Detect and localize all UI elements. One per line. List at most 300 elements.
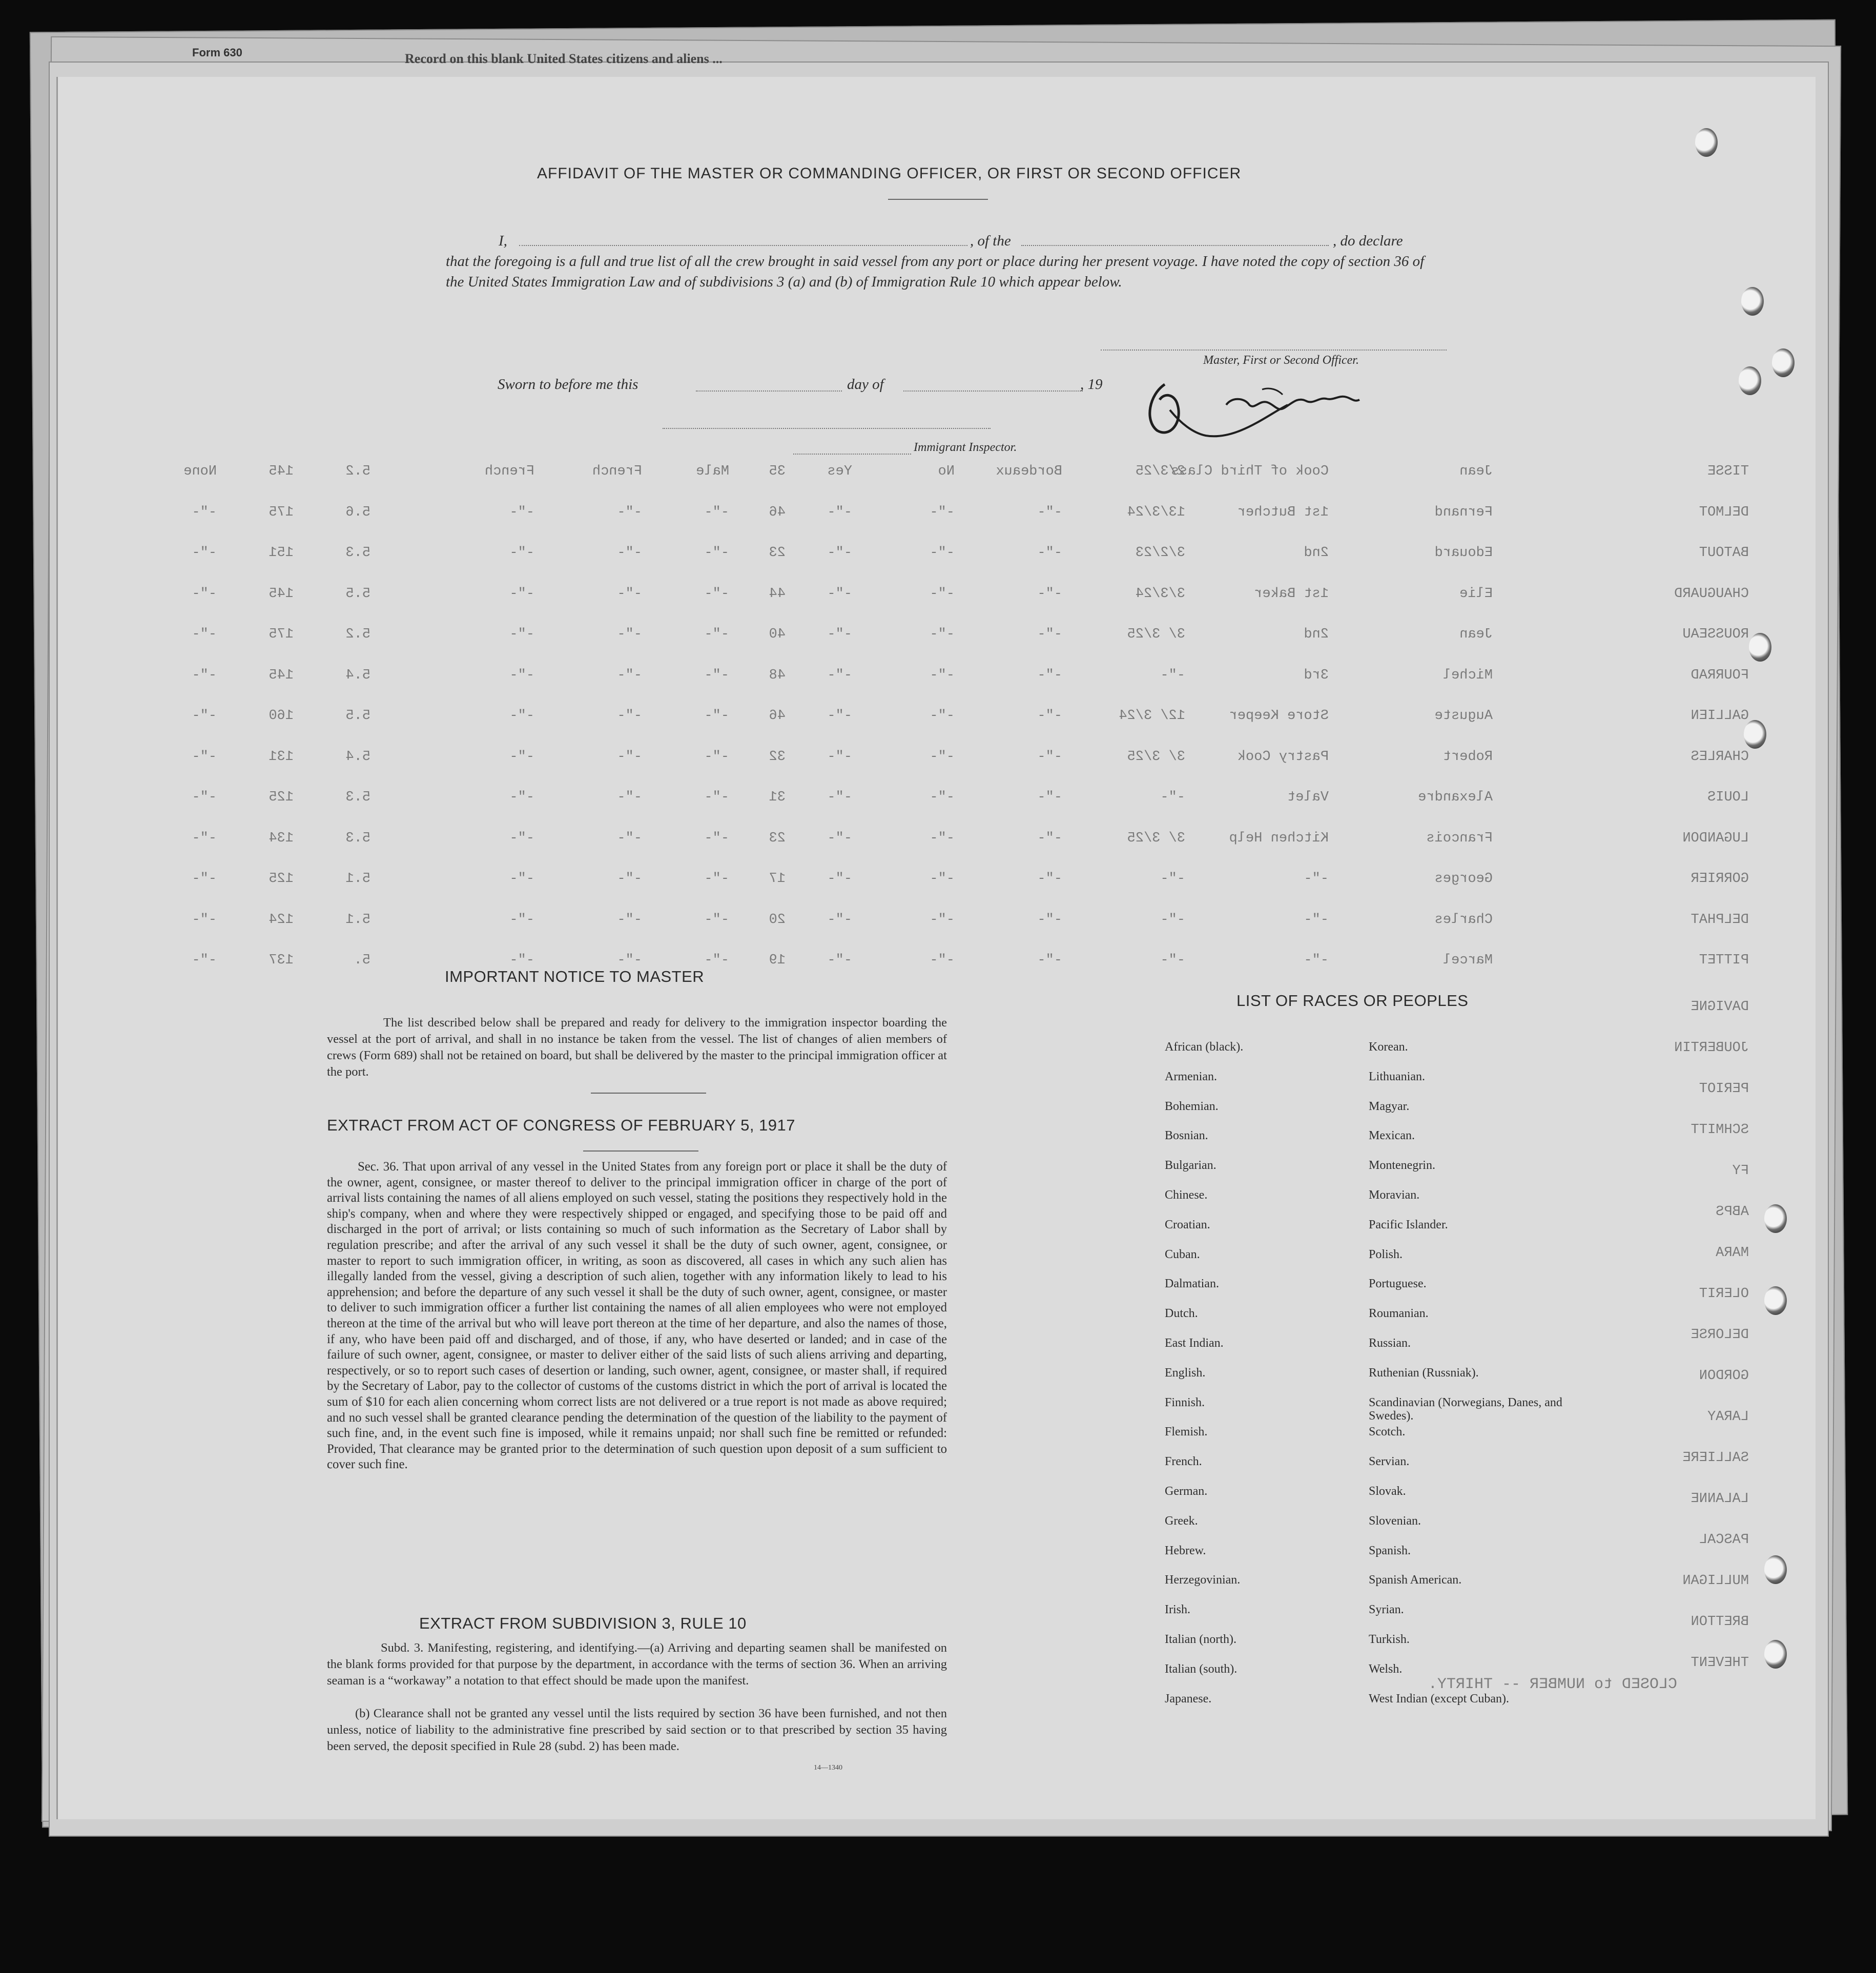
- bleed-through-cell: -"-: [192, 545, 217, 561]
- bleed-through-cell: -"-: [930, 749, 955, 765]
- bleed-through-cell: -"-: [930, 790, 955, 805]
- sworn-day-label: day of: [847, 376, 884, 393]
- bleed-through-cell: -"-: [1160, 912, 1185, 928]
- print-code: 14—1340: [814, 1764, 842, 1772]
- bleed-through-cell: Store Keeper: [1229, 708, 1329, 724]
- bleed-through-row: [58, 953, 1816, 994]
- bleed-through-name: JOUBERTIN: [1674, 1040, 1749, 1056]
- race-item: Croatian.: [1165, 1218, 1210, 1231]
- bleed-through-cell: -"-: [1037, 830, 1062, 846]
- bleed-through-cell: -"-: [827, 749, 852, 765]
- inspector-label: Immigrant Inspector.: [914, 441, 1017, 454]
- bleed-through-cell: -"-: [1160, 790, 1185, 805]
- bleed-through-row: [58, 668, 1816, 709]
- bleed-through-cell: -"-: [192, 830, 217, 846]
- bleed-through-name: THEVENT: [1691, 1655, 1749, 1671]
- bleed-through-cell: -"-: [192, 953, 217, 968]
- notice-title: IMPORTANT NOTICE TO MASTER: [445, 968, 705, 985]
- bleed-through-cell: -"-: [617, 545, 642, 561]
- race-item: Greek.: [1165, 1514, 1198, 1528]
- bleed-through-cell: Yes: [827, 464, 852, 479]
- race-item: Scandinavian (Norwegians, Danes, and Swedes).: [1369, 1395, 1562, 1423]
- bleed-through-cell: -"-: [1037, 504, 1062, 520]
- bleed-through-cell: -"-: [1304, 871, 1329, 887]
- bleed-through-cell: -"-: [192, 627, 217, 642]
- bleed-through-cell: -"-: [704, 953, 729, 968]
- inspector-signature-line: [663, 428, 991, 429]
- bleed-through-cell: CHARLES: [1691, 749, 1749, 765]
- race-item: Irish.: [1165, 1603, 1190, 1617]
- race-item: African (black).: [1165, 1040, 1244, 1054]
- punch-hole: [1772, 348, 1795, 377]
- race-item: Servian.: [1369, 1455, 1410, 1469]
- bleed-through-cell: -"-: [930, 953, 955, 968]
- race-item: Montenegrin.: [1369, 1159, 1435, 1173]
- bleed-through-cell: -"-: [930, 912, 955, 928]
- bleed-through-name: MULLIGAN: [1682, 1573, 1749, 1589]
- section-rule: [583, 1150, 698, 1152]
- bleed-through-cell: Auguste: [1434, 708, 1493, 724]
- bleed-through-row: [58, 586, 1816, 627]
- bleed-through-cell: 134: [269, 830, 294, 846]
- bleed-through-cell: 5.4: [345, 667, 370, 683]
- bleed-through-cell: -"-: [930, 504, 955, 520]
- bleed-through-cell: 131: [269, 749, 294, 765]
- bleed-through-cell: 5.3: [345, 545, 370, 561]
- bleed-through-cell: Michel: [1442, 667, 1493, 683]
- bleed-through-cell: -"-: [509, 627, 534, 642]
- bleed-through-cell: -"-: [827, 830, 852, 846]
- bleed-through-name: DELORSE: [1691, 1327, 1749, 1343]
- bleed-through-cell: -"-: [617, 586, 642, 602]
- race-item: Lithuanian.: [1369, 1070, 1425, 1083]
- bleed-through-cell: Alexandre: [1418, 790, 1493, 805]
- bleed-through-cell: 5.6: [345, 504, 370, 520]
- punch-hole: [1741, 287, 1764, 316]
- sworn-month-blank: [903, 391, 1083, 392]
- bleed-through-row: [58, 1081, 1816, 1122]
- bleed-through-cell: DELPHAT: [1691, 912, 1749, 928]
- race-item: Korean.: [1369, 1040, 1408, 1054]
- affidavit-body: that the foregoing is a full and true list of all the crew brought in said vessel from any port or place during her present voyage. I have noted the copy of section 36 of the United States Immigration Law and of subdivisions 3 (a) and (b) of Immigration Rule 10 which appear below.: [446, 253, 1425, 290]
- bleed-through-cell: 5.3: [345, 790, 370, 805]
- bleed-through-row: [58, 749, 1816, 790]
- bleed-through-cell: -"-: [617, 912, 642, 928]
- manifest-page: [56, 77, 1816, 1819]
- sworn-text: Sworn to before me this: [498, 376, 638, 393]
- bleed-through-cell: 1st Baker: [1254, 586, 1329, 602]
- bleed-through-cell: -"-: [1037, 627, 1062, 642]
- bleed-through-cell: -"-: [1160, 953, 1185, 968]
- race-item: Cuban.: [1165, 1247, 1200, 1261]
- bleed-through-cell: Bordeaux: [996, 464, 1062, 479]
- punch-hole: [1739, 366, 1761, 395]
- extract-rule-para-b: (b) Clearance shall not be granted any vessel until the lists required by section 36 have been furnished, and not then unless, notice of liability to the administrative fine prescribed by said section or to that prescribed by section 35 having been served, the deposit specified in Rule 28 (subd. 2) has been made.: [327, 1707, 947, 1753]
- bleed-through-cell: Marcel: [1442, 953, 1493, 968]
- sworn-day-blank: [696, 391, 842, 392]
- race-item: Bulgarian.: [1165, 1159, 1217, 1173]
- bleed-through-cell: -"-: [192, 586, 217, 602]
- bleed-through-cell: -"-: [617, 871, 642, 887]
- bleed-through-cell: -"-: [1037, 708, 1062, 724]
- bleed-through-cell: Jean: [1459, 627, 1493, 642]
- bleed-through-row: [58, 464, 1816, 505]
- bleed-through-cell: Male: [696, 464, 729, 479]
- bleed-through-cell: -"-: [1037, 912, 1062, 928]
- race-item: Bosnian.: [1165, 1129, 1208, 1143]
- bleed-through-cell: GALLIEN: [1691, 708, 1749, 724]
- bleed-through-cell: 2nd: [1304, 627, 1329, 642]
- bleed-through-cell: 5.3: [345, 830, 370, 846]
- bleed-through-row: [58, 871, 1816, 912]
- bleed-through-cell: Fernand: [1434, 504, 1493, 520]
- race-item: English.: [1165, 1366, 1206, 1380]
- bleed-through-cell: -"-: [827, 504, 852, 520]
- race-item: Armenian.: [1165, 1070, 1217, 1083]
- affidavit-title: AFFIDAVIT OF THE MASTER OR COMMANDING OFFICER, OR FIRST OR SECOND OFFICER: [537, 165, 1242, 182]
- extract-rule-para-a: Subd. 3. Manifesting, registering, and identifying.—(a) Arriving and departing seamen shall be manifested on the blank forms provided for that purpose by the department, in accordance with the terms of section 36. When an arriving seaman is a “workaway” a notation to that effect should be made upon the manifest.: [327, 1641, 947, 1688]
- bleed-through-row: [58, 1573, 1816, 1614]
- race-item: French.: [1165, 1455, 1202, 1469]
- bleed-through-cell: -"-: [1160, 667, 1185, 683]
- bleed-through-cell: -"-: [192, 790, 217, 805]
- race-item: Russian.: [1369, 1337, 1411, 1350]
- race-item: Ruthenian (Russniak).: [1369, 1366, 1479, 1380]
- bleed-through-cell: 5.1: [345, 871, 370, 887]
- race-item: Japanese.: [1165, 1692, 1212, 1705]
- bleed-through-cell: Robert: [1442, 749, 1493, 765]
- bleed-through-cell: PITTET: [1699, 953, 1749, 968]
- bleed-through-name: LALANNE: [1691, 1491, 1749, 1507]
- bleed-through-cell: 145: [269, 464, 294, 479]
- bleed-through-cell: TISSE: [1707, 464, 1749, 479]
- bleed-through-cell: -"-: [1037, 667, 1062, 683]
- affidavit-line-of-the: , of the: [970, 233, 1011, 249]
- bleed-through-cell: None: [183, 464, 217, 479]
- bleed-through-cell: 13/3/24: [1127, 504, 1185, 520]
- bleed-through-cell: 5.1: [345, 912, 370, 928]
- vessel-blank: [1021, 245, 1329, 246]
- bleed-through-cell: -"-: [1037, 790, 1062, 805]
- bleed-through-cell: -"-: [192, 871, 217, 887]
- bleed-through-cell: Charles: [1434, 912, 1493, 928]
- bleed-through-cell: -"-: [1304, 912, 1329, 928]
- title-rule: [888, 199, 988, 200]
- affidavit-line-i: I,: [499, 233, 507, 249]
- bleed-through-cell: 5.2: [345, 627, 370, 642]
- bleed-through-cell: 44: [769, 586, 786, 602]
- bleed-through-name: PASCAL: [1699, 1532, 1749, 1548]
- extract-act-body: Sec. 36. That upon arrival of any vessel in the United States from any foreign port or place it shall be the duty of the owner, agent, consignee, or master thereof to deliver to the principal immigration officer in charge of the port of arrival lists containing the names of all aliens employed on such vessel, stating the positions they respectively hold in the ship's company, when and where they were respectively shipped or engaged, and specifying those to be paid off and discharged in the port of arrival; or lists containing so much of such information as the Secretary of Labor shall by regulation prescribe; and after the arrival of any such vessel it shall be the duty of such owner, agent, consignee, or master to report to such immigration officer, in writing, as soon as discovered, all cases in which any such alien has illegally landed from the vessel, giving a description of such alien, together with any information likely to lead to his apprehension; and before the departure of any such vessel it shall be the duty of such owner, agent, consignee, or master to deliver to such immigration officer a further list containing the names of all alien employees who were not employed thereon at the time of the arrival but who will leave port thereon at the time of her departure, and also the names of those, if any, who have been paid off and discharged, and of those, if any, who have deserted or landed; and in case of the failure of such owner, agent, consignee, or master to deliver either of the said lists of such aliens arriving and departing, respectively, or so to report such cases of desertion or landing, such owner, agent, consignee, or master shall, if required by the Secretary of Labor, pay to the collector of customs of the customs district in which the port of arrival is located the sum of $10 for each alien concerning whom correct lists are not delivered or a true report is not made as above required; and no such vessel shall be granted clearance pending the determination of the question of the liability to the payment of such fine, and, in the event such fine is imposed, while it remains unpaid; nor shall such fine be remitted or refunded: Provided, That clearance may be granted prior to the determination of such question upon deposit of a sum sufficient to cover such fine.: [327, 1160, 947, 1472]
- bleed-through-row: [58, 790, 1816, 831]
- bleed-through-cell: -"-: [704, 830, 729, 846]
- bleed-through-cell: Jean: [1459, 464, 1493, 479]
- master-label: Master, First or Second Officer.: [1203, 354, 1359, 367]
- bleed-through-cell: 17: [769, 871, 786, 887]
- bleed-through-cell: -"-: [1037, 953, 1062, 968]
- race-item: Finnish.: [1165, 1395, 1205, 1409]
- bleed-through-cell: -"-: [704, 545, 729, 561]
- bleed-through-row: [58, 1491, 1816, 1532]
- bleed-through-cell: -"-: [617, 749, 642, 765]
- bleed-through-cell: -"-: [192, 708, 217, 724]
- bleed-through-cell: 2nd: [1304, 545, 1329, 561]
- race-item: Slovak.: [1369, 1485, 1406, 1498]
- bleed-through-cell: -"-: [509, 708, 534, 724]
- bleed-through-name: BRETTON: [1691, 1614, 1749, 1630]
- bleed-through-cell: -"-: [704, 627, 729, 642]
- bleed-through-cell: -"-: [704, 871, 729, 887]
- bleed-through-cell: 145: [269, 667, 294, 683]
- bleed-through-cell: -"-: [1037, 586, 1062, 602]
- bleed-through-cell: 3/3/24: [1135, 586, 1185, 602]
- bleed-through-row: [58, 1122, 1816, 1163]
- bleed-through-cell: 12/ 3/24: [1119, 708, 1185, 724]
- race-item: Magyar.: [1369, 1099, 1410, 1113]
- record-note: Record on this blank United States citizens and aliens ...: [405, 51, 723, 66]
- race-item: Spanish American.: [1369, 1573, 1462, 1587]
- race-item: Scotch.: [1369, 1425, 1406, 1439]
- race-item: Welsh.: [1369, 1662, 1403, 1676]
- bleed-through-cell: -"-: [930, 586, 955, 602]
- bleed-through-cell: -"-: [827, 586, 852, 602]
- bleed-through-cell: -"-: [827, 545, 852, 561]
- bleed-through-cell: -"-: [509, 504, 534, 520]
- bleed-through-cell: -"-: [930, 627, 955, 642]
- bleed-through-cell: -"-: [192, 667, 217, 683]
- race-item: Pacific Islander.: [1369, 1218, 1448, 1231]
- bleed-through-cell: -"-: [1304, 953, 1329, 968]
- bleed-through-cell: 3/ 3/25: [1127, 749, 1185, 765]
- extract-rule-title: EXTRACT FROM SUBDIVISION 3, RULE 10: [419, 1614, 747, 1632]
- race-item: Chinese.: [1165, 1188, 1208, 1202]
- bleed-through-cell: 3rd: [1304, 667, 1329, 683]
- bleed-through-cell: 125: [269, 871, 294, 887]
- bleed-through-name: ABPS: [1716, 1204, 1749, 1220]
- bleed-through-cell: 2/3/25: [1135, 464, 1185, 479]
- bleed-through-cell: -"-: [192, 504, 217, 520]
- bleed-through-cell: 151: [269, 545, 294, 561]
- race-item: Bohemian.: [1165, 1099, 1219, 1113]
- section-rule: [591, 1093, 706, 1094]
- bleed-through-cell: -"-: [509, 953, 534, 968]
- extract-act-title: EXTRACT FROM ACT OF CONGRESS OF FEBRUARY 5, 1917: [327, 1116, 796, 1134]
- bleed-through-cell: ROUSSEAU: [1682, 627, 1749, 642]
- master-signature-line: [1101, 350, 1447, 351]
- bleed-through-cell: -"-: [1160, 871, 1185, 887]
- bleed-through-cell: 20: [769, 912, 786, 928]
- bleed-through-row: [58, 545, 1816, 586]
- bleed-through-cell: -"-: [617, 790, 642, 805]
- bleed-through-cell: -"-: [509, 790, 534, 805]
- bleed-through-cell: -"-: [509, 545, 534, 561]
- bleed-through-name: SALLIERE: [1682, 1450, 1749, 1466]
- bleed-through-cell: -"-: [827, 912, 852, 928]
- bleed-through-row: [58, 505, 1816, 546]
- race-item: Moravian.: [1369, 1188, 1420, 1202]
- race-item: Italian (south).: [1165, 1662, 1238, 1676]
- name-blank: [519, 245, 967, 246]
- bleed-through-cell: -"-: [930, 830, 955, 846]
- race-item: Dalmatian.: [1165, 1277, 1219, 1291]
- bleed-through-cell: DELMOT: [1699, 504, 1749, 520]
- bleed-through-cell: -"-: [930, 871, 955, 887]
- bleed-through-cell: Kitchen Help: [1229, 830, 1329, 846]
- race-item: Italian (north).: [1165, 1633, 1236, 1646]
- bleed-through-cell: -"-: [704, 749, 729, 765]
- bleed-through-cell: Georges: [1434, 871, 1493, 887]
- bleed-through-name: LARAY: [1707, 1409, 1749, 1425]
- bleed-through-row: [58, 912, 1816, 953]
- race-item: Mexican.: [1369, 1129, 1415, 1143]
- bleed-through-cell: -"-: [930, 667, 955, 683]
- bleed-through-cell: 160: [269, 708, 294, 724]
- bleed-through-cell: 31: [769, 790, 786, 805]
- bleed-through-cell: CHAUGUARD: [1674, 586, 1749, 602]
- race-item: Roumanian.: [1369, 1307, 1429, 1321]
- bleed-through-cell: 23: [769, 545, 786, 561]
- bleed-through-cell: -"-: [704, 912, 729, 928]
- bleed-through-cell: 5.4: [345, 749, 370, 765]
- bleed-through-cell: 35: [769, 464, 786, 479]
- bleed-through-cell: 124: [269, 912, 294, 928]
- bleed-through-cell: -"-: [1037, 749, 1062, 765]
- bleed-through-cell: 40: [769, 627, 786, 642]
- bleed-through-cell: 175: [269, 504, 294, 520]
- form-label: Form 630: [192, 46, 242, 59]
- bleed-through-cell: -"-: [827, 953, 852, 968]
- bleed-through-cell: -"-: [827, 871, 852, 887]
- bleed-through-cell: No: [938, 464, 955, 479]
- bleed-through-row: [58, 708, 1816, 749]
- bleed-through-cell: French: [592, 464, 642, 479]
- race-item: Spanish.: [1369, 1544, 1411, 1557]
- bleed-through-cell: -"-: [827, 667, 852, 683]
- bleed-through-cell: -"-: [704, 708, 729, 724]
- bleed-through-cell: -"-: [704, 790, 729, 805]
- bleed-through-cell: -"-: [617, 667, 642, 683]
- punch-hole: [1695, 128, 1718, 157]
- inspector-name-dots: [793, 454, 911, 455]
- bleed-through-cell: French: [484, 464, 534, 479]
- bleed-through-cell: -"-: [930, 545, 955, 561]
- bleed-through-cell: 5.5: [345, 586, 370, 602]
- bleed-through-cell: -"-: [509, 586, 534, 602]
- bleed-through-cell: 5.2: [345, 464, 370, 479]
- bleed-through-cell: Elie: [1459, 586, 1493, 602]
- bleed-through-name: SCHMITT: [1691, 1122, 1749, 1138]
- bleed-through-cell: -"-: [1037, 871, 1062, 887]
- bleed-through-cell: 23: [769, 830, 786, 846]
- bleed-through-cell: -"-: [617, 830, 642, 846]
- bleed-through-cell: 3/2/23: [1135, 545, 1185, 561]
- affidavit-line-declare: , do declare: [1333, 233, 1403, 249]
- bleed-through-cell: -"-: [509, 749, 534, 765]
- bleed-through-cell: -"-: [827, 627, 852, 642]
- bleed-through-cell: -"-: [192, 912, 217, 928]
- bleed-through-cell: 19: [769, 953, 786, 968]
- bleed-through-row: [58, 627, 1816, 668]
- bleed-through-cell: -"-: [509, 912, 534, 928]
- bleed-through-cell: -"-: [509, 871, 534, 887]
- bleed-through-cell: 175: [269, 627, 294, 642]
- sworn-year: , 19: [1080, 376, 1103, 393]
- bleed-through-cell: Valet: [1287, 790, 1329, 805]
- bleed-through-cell: 32: [769, 749, 786, 765]
- bleed-through-cell: -"-: [827, 708, 852, 724]
- notice-body: The list described below shall be prepared and ready for delivery to the immigration inspector boarding the vessel at the port of arrival, and shall in no instance be taken from the vessel. The list of changes of alien members of crews (Form 689) shall not be retained on board, but shall be delivered by the master to the principal immigration officer at the port.: [327, 1016, 947, 1079]
- bleed-through-cell: 1st Butcher: [1237, 504, 1329, 520]
- race-item: Polish.: [1369, 1247, 1403, 1261]
- bleed-through-cell: -"-: [930, 708, 955, 724]
- race-item: Dutch.: [1165, 1307, 1198, 1321]
- race-item: Hebrew.: [1165, 1544, 1206, 1557]
- bleed-through-cell: Pastry Cook: [1237, 749, 1329, 765]
- race-item: East Indian.: [1165, 1337, 1224, 1350]
- bleed-through-cell: LOUIS: [1707, 790, 1749, 805]
- bleed-through-cell: LUGANDON: [1682, 830, 1749, 846]
- bleed-through-row: [58, 831, 1816, 872]
- race-item: Herzegovinian.: [1165, 1573, 1241, 1587]
- race-item: Flemish.: [1165, 1425, 1208, 1439]
- bleed-through-cell: 3/ 3/25: [1127, 830, 1185, 846]
- race-item: West Indian (except Cuban).: [1369, 1692, 1509, 1705]
- bleed-through-cell: -"-: [617, 627, 642, 642]
- bleed-through-cell: -"-: [704, 504, 729, 520]
- bleed-through-name: FY: [1732, 1163, 1749, 1179]
- bleed-through-cell: -"-: [1037, 545, 1062, 561]
- bleed-through-cell: 46: [769, 708, 786, 724]
- race-item: Turkish.: [1369, 1633, 1410, 1646]
- bleed-through-cell: -"-: [192, 749, 217, 765]
- bleed-through-cell: -"-: [827, 790, 852, 805]
- bleed-through-name: OLERIT: [1699, 1286, 1749, 1302]
- bleed-through-row: [58, 1532, 1816, 1573]
- bleed-through-name: GORDON: [1699, 1368, 1749, 1384]
- bleed-through-cell: Cook of Third Class: [1171, 464, 1329, 479]
- bleed-through-cell: 5.5: [345, 708, 370, 724]
- bleed-through-cell: -"-: [704, 586, 729, 602]
- bleed-through-cell: 46: [769, 504, 786, 520]
- bleed-through-cell: 5.: [354, 953, 370, 968]
- bleed-through-cell: -"-: [509, 667, 534, 683]
- officer-signature: [1134, 374, 1400, 451]
- bleed-through-cell: Francois: [1426, 830, 1493, 846]
- bleed-through-cell: -"-: [617, 504, 642, 520]
- bleed-through-cell: -"-: [617, 708, 642, 724]
- bleed-through-cell: 125: [269, 790, 294, 805]
- bleed-through-cell: 3/ 3/25: [1127, 627, 1185, 642]
- bleed-through-cell: -"-: [509, 830, 534, 846]
- bleed-through-cell: BATOUT: [1699, 545, 1749, 561]
- race-item: Slovenian.: [1369, 1514, 1421, 1528]
- bleed-through-cell: Edouard: [1434, 545, 1493, 561]
- race-item: German.: [1165, 1485, 1208, 1498]
- bleed-through-tail: CLOSED to NUMBER -- THIRTY.: [1428, 1676, 1677, 1693]
- bleed-through-name: MARA: [1716, 1245, 1749, 1261]
- bleed-through-name: PERIOT: [1699, 1081, 1749, 1097]
- bleed-through-name: DAVIGNE: [1691, 999, 1749, 1015]
- race-item: Syrian.: [1369, 1603, 1404, 1617]
- bleed-through-cell: FOURRAD: [1691, 667, 1749, 683]
- bleed-through-cell: -"-: [617, 953, 642, 968]
- bleed-through-cell: 137: [269, 953, 294, 968]
- bleed-through-cell: 48: [769, 667, 786, 683]
- races-title: LIST OF RACES OR PEOPLES: [1236, 992, 1469, 1010]
- bleed-through-cell: -"-: [704, 667, 729, 683]
- race-item: Portuguese.: [1369, 1277, 1427, 1291]
- bleed-through-cell: GORRIER: [1691, 871, 1749, 887]
